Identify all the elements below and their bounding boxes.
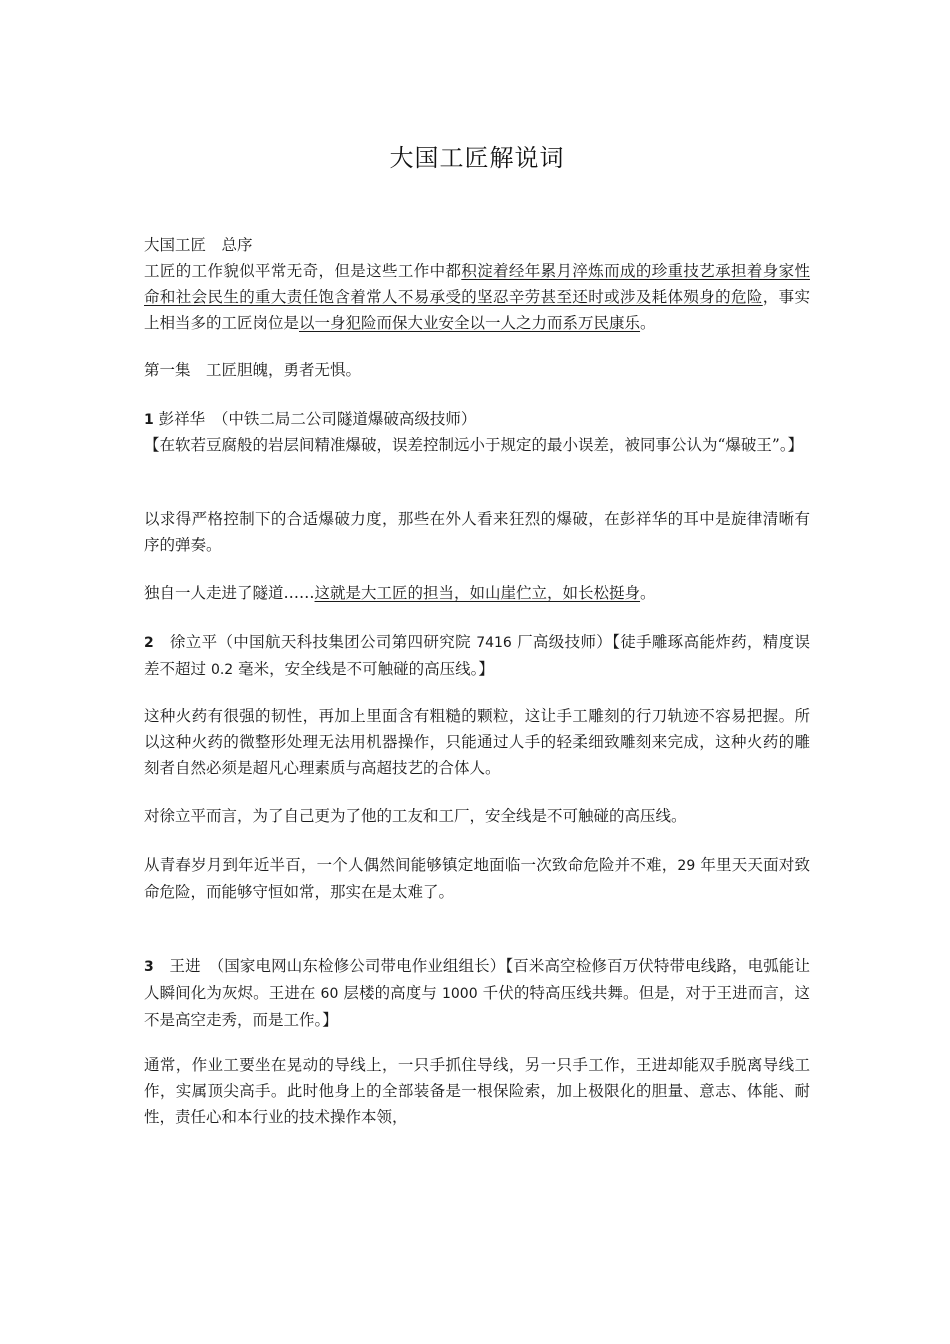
episode-heading: 第一集 工匠胆魄，勇者无惧。 — [144, 361, 362, 379]
section-1-p3-text-b: 。 — [640, 584, 656, 602]
preface-paragraph — [144, 258, 810, 336]
section-3-number: 3 — [144, 959, 154, 975]
section-1-name-org: 彭祥华 （中铁二局二公司隧道爆破高级技师） — [153, 410, 477, 428]
preface-underline-1: 积淀着经年累月淬炼而成的珍重技艺承担着身家性命和社会民生的重大责任饱含着常人不易承受的坚忍辛劳甚至还时或涉及耗体殒身的危险 — [144, 262, 810, 306]
section-1-number: 1 — [144, 412, 154, 428]
section-2-heading-paragraph — [144, 629, 810, 683]
preface-text-b: ，事实上相当多的工匠岗位是 — [144, 288, 810, 332]
section-2-p4-text-b: 年里天天面对致命危险，而能够守恒如常，那实在是太难了。 — [144, 856, 810, 901]
section-1-p3-underline: 这就是大工匠的担当，如山崖伫立，如长松挺身 — [314, 584, 641, 602]
section-2-number: 2 — [144, 635, 154, 651]
section-2-text-c: 毫米，安全线是不可触碰的高压线。】 — [233, 660, 494, 678]
section-2-p4-text-a: 从青春岁月到年近半百，一个人偶然间能够镇定地面临一次致命危险并不难， — [144, 856, 678, 874]
section-2-p4-number: 29 — [677, 858, 696, 874]
preface-text-a: 工匠的工作貌似平常无奇，但是这些工作中都 — [144, 262, 462, 280]
section-1-heading — [144, 406, 810, 433]
section-2-paragraph-2: 这种火药有很强的韧性，再加上里面含有粗糙的颗粒，这让手工雕刻的行刀轨迹不容易把握。所以这种火药的微整形处理无法用机器操作，只能通过人手的轻柔细致雕刻来完成，这种火药的雕刻者自然必须是超凡心理素质与高超技艺的合体人。 — [144, 707, 810, 777]
section-1-paragraph-3 — [144, 580, 810, 606]
preface-underline-2: 以一身犯险而保大业安全以一人之力而系万民康乐 — [299, 314, 641, 332]
section-2-text-b: 厂高级技师）【徒手雕琢高能炸药，精度误差不超过 — [144, 633, 810, 678]
section-1-bracket: 【在软若豆腐般的岩层间精准爆破，误差控制远小于规定的最小误差，被同事公认为“爆破王”。】 — [144, 436, 804, 454]
section-3-text-c: 千伏的特高压线共舞。但是，对于王进而言，这不是高空走秀，而是工作。】 — [144, 984, 810, 1029]
section-2-paragraph-4 — [144, 852, 810, 905]
section-3-text-b: 层楼的高度与 — [338, 984, 442, 1002]
section-3-heading-paragraph — [144, 953, 810, 1033]
section-2-paragraph-3: 对徐立平而言，为了自己更为了他的工友和工厂，安全线是不可触碰的高压线。 — [144, 807, 687, 825]
section-2-text-a: 徐立平（中国航天科技集团公司第四研究院 — [153, 633, 477, 651]
section-3-num-b: 1000 — [441, 986, 478, 1002]
section-3-text-a: 王进 （国家电网山东检修公司带电作业组组长）【百米高空检修百万伏特带电线路，电弧能让人瞬间化为灰烬。王进在 — [144, 957, 810, 1002]
section-3-paragraph-2: 通常，作业工要坐在晃动的导线上，一只手抓住导线，另一只手工作，王进却能双手脱离导线工作，实属顶尖高手。此时他身上的全部装备是一根保险索，加上极限化的胆量、意志、体能、耐性，责任心和本行业的技术操作本领， — [144, 1056, 810, 1126]
page-title: 大国工匠解说词 — [389, 144, 565, 172]
section-3-num-a: 60 — [320, 986, 339, 1002]
section-1-paragraph-2: 以求得严格控制下的合适爆破力度，那些在外人看来狂烈的爆破，在彭祥华的耳中是旋律清晰有序的弹奏。 — [144, 510, 810, 554]
preface-heading: 大国工匠 总序 — [144, 236, 253, 254]
section-1-p3-text-a: 独自一人走进了隧道…… — [144, 584, 315, 602]
preface-text-c: 。 — [640, 314, 656, 332]
section-2-num-b: 0.2 — [210, 662, 234, 678]
section-2-num-a: 7416 — [476, 635, 512, 651]
